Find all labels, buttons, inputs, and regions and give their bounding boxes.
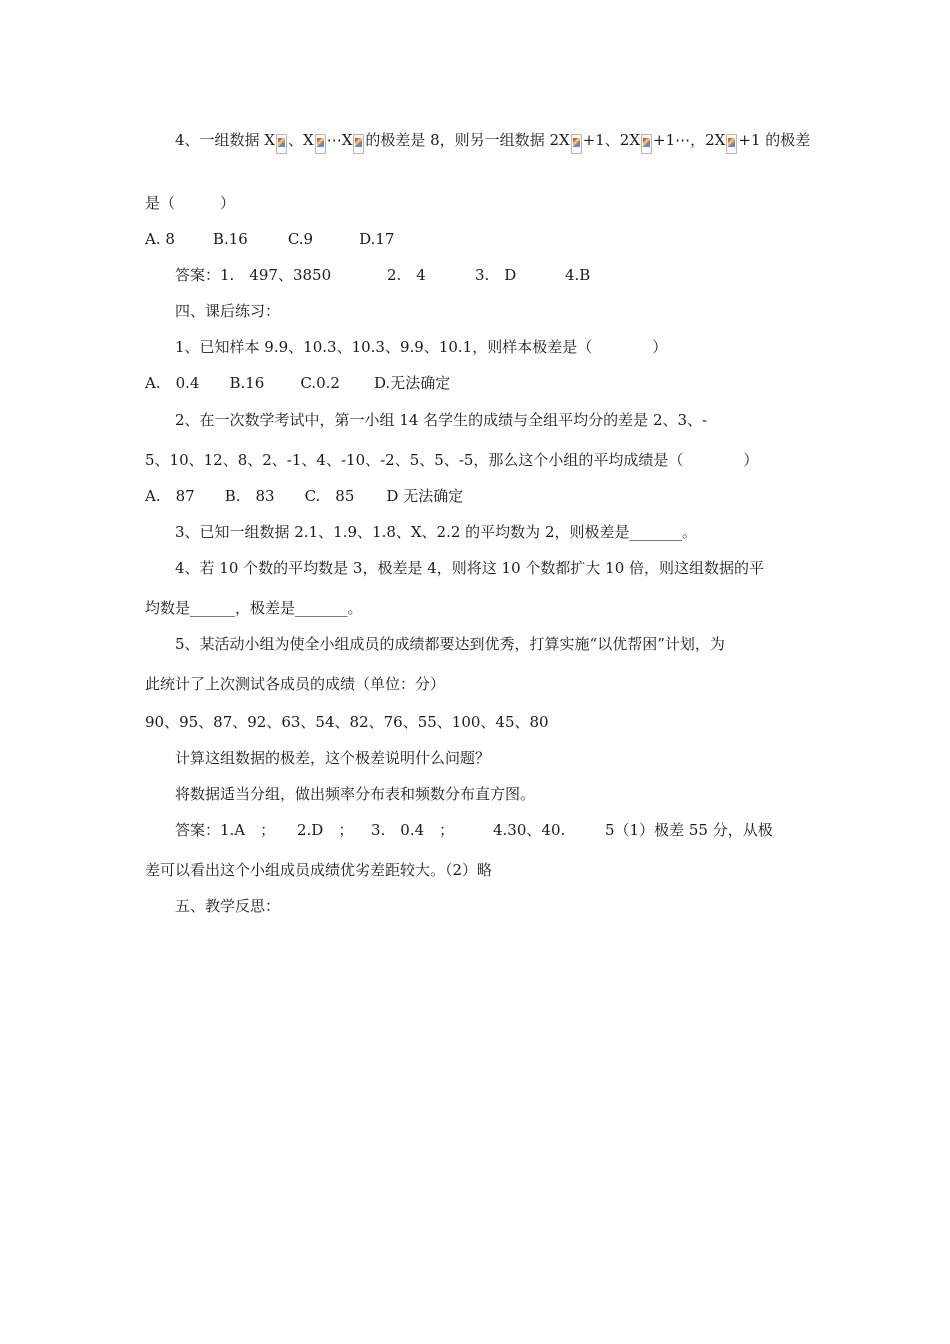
q4-option-b: B.16 (212, 230, 248, 248)
p2-option-c: C. 85 (304, 487, 355, 505)
p2-option-a: A. 87 (145, 487, 195, 505)
p2-line1: 2、在一次数学考试中，第一小组 14 名学生的成绩与全组平均分的差是 2、3、- (175, 411, 708, 429)
section-4-title: 四、课后练习： (175, 302, 281, 320)
answers-2 (175, 820, 773, 840)
p5-line2: 此统计了上次测试各成员的成绩（单位：分） (145, 675, 446, 693)
q4-text-f: +1⋯，2X (653, 131, 726, 149)
p2-option-d: D 无法确定 (386, 487, 464, 505)
p5-q2: 将数据适当分组，做出频率分布表和频数分布直方图。 (175, 785, 536, 803)
q4-line1 (175, 130, 810, 154)
p4-line1: 4、若 10 个数的平均数是 3，极差是 4，则将这 10 个数都扩大 10 倍，则这组数据的平 (175, 559, 765, 577)
broken-image-icon (726, 134, 737, 154)
p1-options (145, 373, 474, 393)
answers-2-line2: 差可以看出这个小组成员成绩优劣差距较大。（2）略 (145, 861, 493, 879)
q4-options (145, 229, 418, 249)
answers-1 (175, 265, 590, 285)
answers-2-a3: 3. 0.4 ； (371, 821, 455, 839)
p5-line1: 5、某活动小组为使全小组成员的成绩都要达到优秀，打算实施“以优帮困”计划，为 (175, 635, 725, 653)
q4-text-a: 4、一组数据 X (175, 131, 275, 149)
section-5-title: 五、教学反思： (175, 897, 281, 915)
p5-q1: 计算这组数据的极差，这个极差说明什么问题？ (175, 749, 491, 767)
answers-2-a5: 5（1）极差 55 分，从极 (605, 821, 773, 839)
q4-line2: 是（ ） (145, 194, 236, 212)
q4-option-c: C.9 (287, 230, 314, 248)
q4-text-b: 、X (288, 131, 314, 149)
broken-image-icon (641, 134, 652, 154)
p2-option-b: B. 83 (224, 487, 275, 505)
answers-2-a4: 4.30、40. (493, 821, 566, 839)
answers-1-a3: 3. D (475, 266, 517, 284)
broken-image-icon (571, 134, 582, 154)
p1-option-c: C.0.2 (300, 374, 340, 392)
q4-option-d: D.17 (359, 230, 395, 248)
answers-2-label: 答案：1.A ； (175, 821, 276, 839)
answers-1-a4: 4.B (565, 266, 591, 284)
broken-image-icon (276, 134, 287, 154)
broken-image-icon (315, 134, 326, 154)
p4-line2: 均数是______，极差是_______。 (145, 599, 363, 617)
p2-line2: 5、10、12、8、2、-1、4、-10、-2、5、5、-5，那么这个小组的平均成绩是（ ） (145, 451, 759, 469)
p5-data: 90、95、87、92、63、54、82、76、55、100、45、80 (145, 713, 549, 731)
p1-option-d: D.无法确定 (373, 374, 451, 392)
p3-question: 3、已知一组数据 2.1、1.9、1.8、X、2.2 的平均数为 2，则极差是_______。 (175, 523, 697, 541)
q4-text-d: 的极差是 8，则另一组数据 2X (365, 131, 570, 149)
q4-text-c: ⋯X (326, 131, 353, 149)
p2-options (145, 486, 487, 506)
answers-1-a2: 2. 4 (387, 266, 426, 284)
q4-option-a: A. 8 (145, 230, 175, 248)
p1-question: 1、已知样本 9.9、10.3、10.3、9.9、10.1，则样本极差是（ ） (175, 338, 668, 356)
broken-image-icon (353, 134, 364, 154)
q4-text-e: +1、2X (582, 131, 641, 149)
answers-1-label: 答案：1. 497、3850 (175, 266, 332, 284)
answers-2-a2: 2.D ； (297, 821, 354, 839)
q4-text-g: +1 的极差 (738, 131, 811, 149)
p1-option-a: A. 0.4 (145, 374, 200, 392)
p1-option-b: B.16 (229, 374, 265, 392)
